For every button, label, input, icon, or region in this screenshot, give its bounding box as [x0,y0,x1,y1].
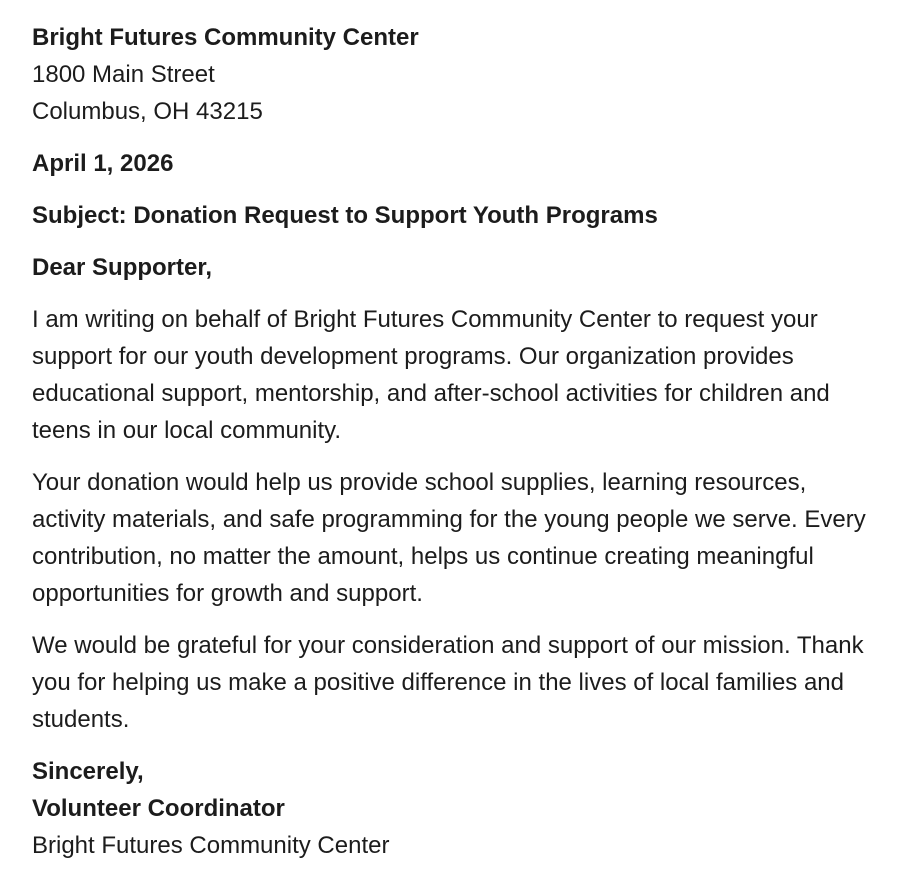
salutation: Dear Supporter, [32,254,213,281]
signature-org: Bright Futures Community Center [32,832,390,859]
body-paragraph-3: We would be grateful for your consideration and support of our mission. Thank you for helping us make a positive difference in the lives of local families and students. [32,632,864,733]
sender-street-address: 1800 Main Street [32,61,215,88]
sender-city-state-zip: Columbus, OH 43215 [32,98,263,125]
sender-org-name: Bright Futures Community Center [32,24,419,51]
subject-line: Subject: Donation Request to Support Youth Programs [32,202,658,229]
signature-block [32,753,866,864]
letter-date: April 1, 2026 [32,150,174,177]
body-paragraph-1: I am writing on behalf of Bright Futures Community Center to request your support for our youth development programs. Our organization provides educational support, mentorship, and after-school activities for children and teens in our local community. [32,306,830,444]
sender-address-block [32,19,866,130]
body-paragraph-2: Your donation would help us provide school supplies, learning resources, activity materials, and safe programming for the young people we serve. Every contribution, no matter the amount, helps us continue creating meaningful opportunities for growth and support. [32,469,866,607]
closing: Sincerely, [32,758,144,785]
signature-title: Volunteer Coordinator [32,795,285,822]
